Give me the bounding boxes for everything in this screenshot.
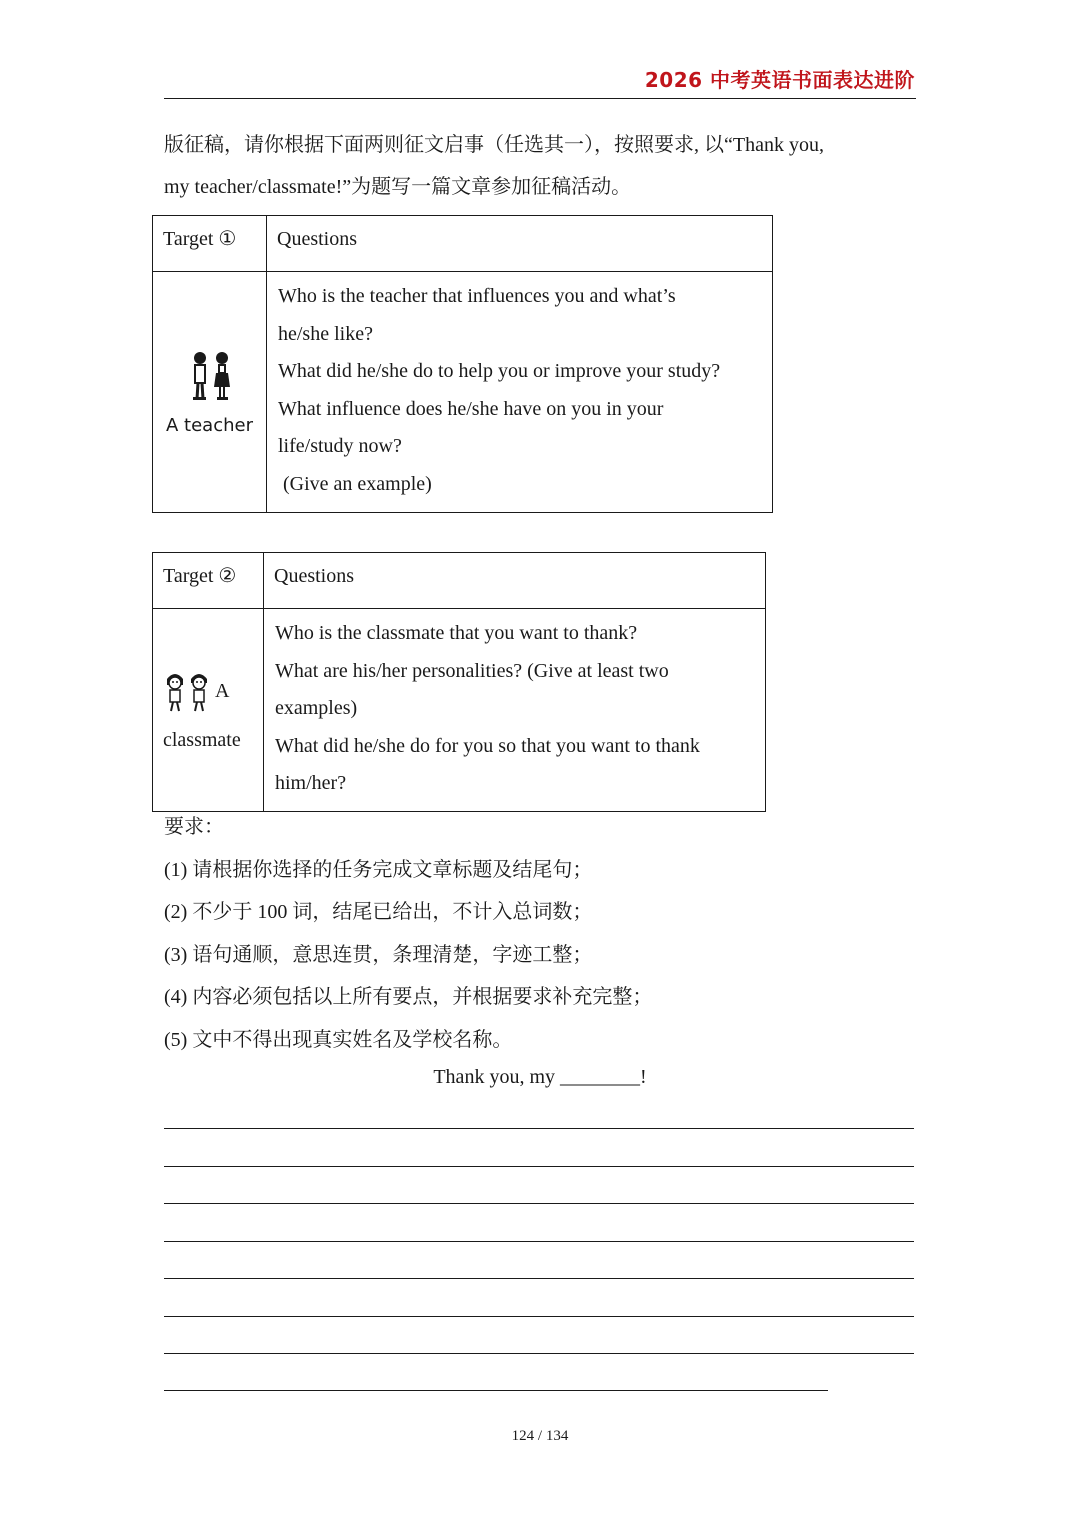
target2-questions-cell	[264, 609, 766, 812]
target1-question-line: Who is the teacher that influences you and what’s	[278, 285, 676, 307]
intro-line-2: my teacher/classmate!”为题写一篇文章参加征稿活动。	[164, 176, 632, 198]
target1-question-line: What influence does he/she have on you in your	[278, 397, 664, 420]
target1-question-line: life/study now?	[278, 435, 402, 457]
header-title: 2026 中考英语书面表达进阶	[644, 68, 915, 92]
target2-question-line: What did he/she do for you so that you want to thank	[275, 734, 700, 757]
writing-line[interactable]	[164, 1166, 914, 1167]
target2-question-line: What are his/her personalities? (Give at least two	[275, 659, 669, 682]
target2-caption-a: A	[215, 680, 230, 702]
target2-label: Target ②	[153, 553, 264, 609]
target1-picture-cell	[153, 272, 267, 513]
target2-question-line: him/her?	[275, 772, 347, 794]
requirements-heading: 要求：	[164, 816, 224, 838]
target2-caption-b: classmate	[163, 728, 241, 751]
target1-question-line: (Give an example)	[278, 472, 432, 495]
target1-label: Target ①	[153, 216, 267, 272]
requirements-block	[164, 806, 652, 1061]
writing-line[interactable]	[164, 1353, 914, 1354]
teacher-figures-icon	[180, 349, 240, 405]
target1-question-line: he/she like?	[278, 322, 373, 345]
page-number: 124 / 134	[511, 1428, 569, 1444]
requirement-item: (1) 请根据你选择的任务完成文章标题及结尾句；	[164, 858, 593, 881]
writing-line[interactable]	[164, 1390, 828, 1391]
target2-question-line: Who is the classmate that you want to thank?	[275, 622, 638, 644]
classmate-figures-icon	[163, 669, 213, 715]
requirement-item: (3) 语句通顺，意思连贯，条理清楚，字迹工整；	[164, 943, 593, 966]
target1-question-line: What did he/she do to help you or improve your study?	[278, 360, 721, 382]
target1-questions-header: Questions	[267, 216, 773, 272]
writing-line[interactable]	[164, 1241, 914, 1242]
writing-line[interactable]	[164, 1316, 914, 1317]
requirement-item: (2) 不少于 100 词，结尾已给出，不计入总词数；	[164, 901, 593, 923]
writing-line[interactable]	[164, 1278, 914, 1279]
target1-caption: A teacher	[166, 414, 253, 436]
target2-picture-cell	[153, 609, 264, 812]
target2-question-line: examples)	[275, 697, 358, 719]
target2-table	[152, 552, 766, 812]
writing-line[interactable]	[164, 1128, 914, 1129]
target1-table	[152, 215, 773, 513]
intro-line-1: 版征稿，请你根据下面两则征文启事（任选其一），按照要求, 以“Thank you,	[164, 134, 824, 156]
requirement-item: (4) 内容必须包括以上所有要点，并根据要求补充完整；	[164, 986, 653, 1008]
requirement-item: (5) 文中不得出现真实姓名及学校名称。	[164, 1028, 513, 1051]
target2-questions-header: Questions	[264, 553, 766, 609]
target1-questions-cell	[267, 272, 773, 513]
essay-title: Thank you, my ________!	[433, 1066, 647, 1088]
header-divider	[164, 98, 916, 99]
writing-line[interactable]	[164, 1203, 914, 1204]
